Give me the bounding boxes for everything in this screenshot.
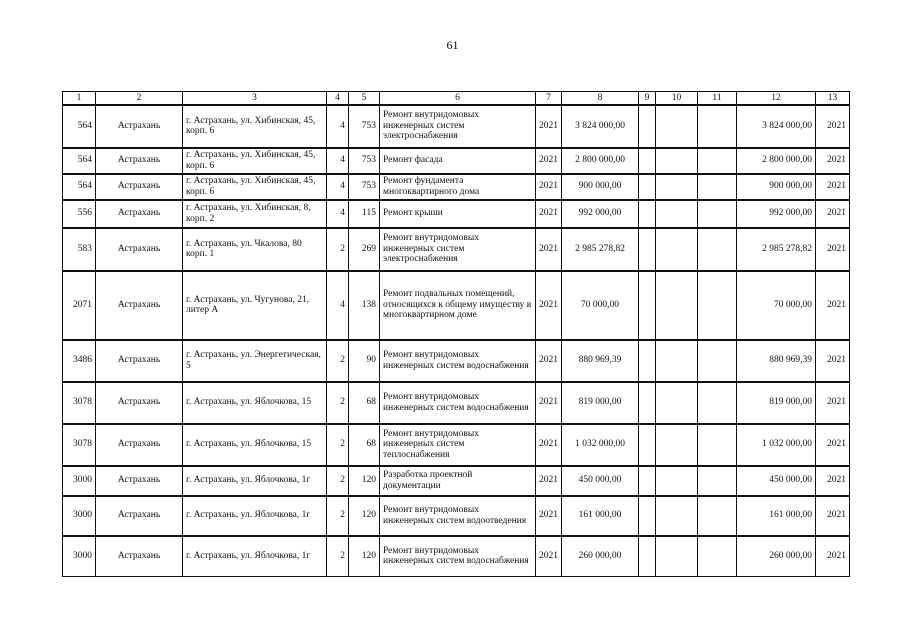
floors-cell: 2 [327, 424, 349, 466]
total-cell: 2 985 278,82 [737, 228, 816, 271]
year-cell: 2021 [536, 148, 562, 174]
city-cell: Астрахань [96, 340, 183, 382]
floors-cell: 4 [327, 200, 349, 228]
column-number: 4 [327, 92, 349, 105]
empty-cell [656, 228, 698, 271]
floors-cell: 4 [327, 271, 349, 340]
city-cell: Астрахань [96, 536, 183, 577]
empty-cell [656, 496, 698, 536]
table-row [63, 148, 850, 174]
year-cell: 2021 [816, 271, 850, 340]
floors-cell: 2 [327, 496, 349, 536]
column-number: 7 [536, 92, 562, 105]
empty-cell [656, 148, 698, 174]
total-cell: 3 824 000,00 [737, 105, 816, 148]
work-type-cell: Ремонт внутридомовых инженерных систем электроснабжения [380, 228, 536, 271]
column-number: 12 [737, 92, 816, 105]
table-row [63, 496, 850, 536]
floors-cell: 2 [327, 536, 349, 577]
year-cell: 2021 [536, 466, 562, 496]
floors-cell: 4 [327, 174, 349, 200]
floors-cell: 4 [327, 148, 349, 174]
empty-cell [698, 496, 737, 536]
work-type-cell: Ремонт внутридомовых инженерных систем водоснабжения [380, 340, 536, 382]
area-cell: 269 [349, 228, 380, 271]
work-type-cell: Ремонт внутридомовых инженерных систем электроснабжения [380, 105, 536, 148]
address-cell: г. Астрахань, ул. Хибинская, 45, корп. 6 [183, 148, 327, 174]
year-cell: 2021 [536, 174, 562, 200]
area-cell: 90 [349, 340, 380, 382]
empty-cell [639, 340, 656, 382]
work-type-cell: Ремонт крыши [380, 200, 536, 228]
address-cell: г. Астрахань, ул. Хибинская, 8, корп. 2 [183, 200, 327, 228]
cost-cell: 450 000,00 [562, 466, 639, 496]
house-number-cell: 583 [63, 228, 96, 271]
total-cell: 880 969,39 [737, 340, 816, 382]
year-cell: 2021 [536, 382, 562, 424]
cost-cell: 260 000,00 [562, 536, 639, 577]
area-cell: 68 [349, 424, 380, 466]
address-cell: г. Астрахань, ул. Яблочкова, 1г [183, 536, 327, 577]
total-cell: 2 800 000,00 [737, 148, 816, 174]
house-number-cell: 564 [63, 174, 96, 200]
house-number-cell: 556 [63, 200, 96, 228]
floors-cell: 2 [327, 228, 349, 271]
cost-cell: 900 000,00 [562, 174, 639, 200]
year-cell: 2021 [536, 340, 562, 382]
cost-cell: 2 985 278,82 [562, 228, 639, 271]
table-row [63, 228, 850, 271]
total-cell: 992 000,00 [737, 200, 816, 228]
house-number-cell: 3078 [63, 424, 96, 466]
empty-cell [656, 424, 698, 466]
area-cell: 753 [349, 148, 380, 174]
table-row [63, 174, 850, 200]
empty-cell [656, 174, 698, 200]
empty-cell [698, 382, 737, 424]
table-body [63, 105, 850, 577]
work-type-cell: Разработка проектной документации [380, 466, 536, 496]
cost-cell: 3 824 000,00 [562, 105, 639, 148]
area-cell: 138 [349, 271, 380, 340]
year-cell: 2021 [816, 148, 850, 174]
empty-cell [656, 200, 698, 228]
area-cell: 120 [349, 496, 380, 536]
year-cell: 2021 [816, 105, 850, 148]
table-row [63, 536, 850, 577]
house-number-cell: 564 [63, 105, 96, 148]
total-cell: 1 032 000,00 [737, 424, 816, 466]
city-cell: Астрахань [96, 496, 183, 536]
area-cell: 753 [349, 105, 380, 148]
table-row [63, 424, 850, 466]
empty-cell [639, 228, 656, 271]
city-cell: Астрахань [96, 382, 183, 424]
empty-cell [698, 424, 737, 466]
year-cell: 2021 [816, 424, 850, 466]
repair-plan-table [62, 91, 850, 577]
area-cell: 115 [349, 200, 380, 228]
page-number: 61 [446, 38, 459, 52]
work-type-cell: Ремонт фасада [380, 148, 536, 174]
column-number: 10 [656, 92, 698, 105]
work-type-cell: Ремонт внутридомовых инженерных систем водоснабжения [380, 382, 536, 424]
empty-cell [639, 148, 656, 174]
floors-cell: 2 [327, 382, 349, 424]
floors-cell: 4 [327, 105, 349, 148]
total-cell: 819 000,00 [737, 382, 816, 424]
empty-cell [698, 340, 737, 382]
empty-cell [698, 228, 737, 271]
table-row [63, 382, 850, 424]
house-number-cell: 2071 [63, 271, 96, 340]
city-cell: Астрахань [96, 174, 183, 200]
cost-cell: 1 032 000,00 [562, 424, 639, 466]
column-number: 1 [63, 92, 96, 105]
column-number-row [63, 92, 850, 105]
work-type-cell: Ремонт внутридомовых инженерных систем водоотведения [380, 496, 536, 536]
empty-cell [639, 536, 656, 577]
area-cell: 753 [349, 174, 380, 200]
column-number: 6 [380, 92, 536, 105]
cost-cell: 161 000,00 [562, 496, 639, 536]
city-cell: Астрахань [96, 271, 183, 340]
empty-cell [656, 466, 698, 496]
empty-cell [698, 105, 737, 148]
empty-cell [698, 148, 737, 174]
year-cell: 2021 [536, 228, 562, 271]
address-cell: г. Астрахань, ул. Яблочкова, 15 [183, 424, 327, 466]
year-cell: 2021 [816, 536, 850, 577]
address-cell: г. Астрахань, ул. Чкалова, 80 корп. 1 [183, 228, 327, 271]
empty-cell [656, 271, 698, 340]
empty-cell [639, 200, 656, 228]
empty-cell [639, 496, 656, 536]
year-cell: 2021 [536, 496, 562, 536]
empty-cell [698, 466, 737, 496]
city-cell: Астрахань [96, 200, 183, 228]
city-cell: Астрахань [96, 424, 183, 466]
column-number: 13 [816, 92, 850, 105]
empty-cell [639, 105, 656, 148]
empty-cell [656, 382, 698, 424]
year-cell: 2021 [816, 174, 850, 200]
year-cell: 2021 [816, 200, 850, 228]
floors-cell: 2 [327, 466, 349, 496]
city-cell: Астрахань [96, 228, 183, 271]
year-cell: 2021 [536, 424, 562, 466]
address-cell: г. Астрахань, ул. Хибинская, 45, корп. 6 [183, 105, 327, 148]
address-cell: г. Астрахань, ул. Чугунова, 21, литер А [183, 271, 327, 340]
city-cell: Астрахань [96, 105, 183, 148]
year-cell: 2021 [816, 340, 850, 382]
empty-cell [639, 174, 656, 200]
empty-cell [698, 200, 737, 228]
year-cell: 2021 [536, 271, 562, 340]
area-cell: 120 [349, 536, 380, 577]
empty-cell [639, 424, 656, 466]
house-number-cell: 564 [63, 148, 96, 174]
empty-cell [698, 271, 737, 340]
empty-cell [656, 340, 698, 382]
address-cell: г. Астрахань, ул. Хибинская, 45, корп. 6 [183, 174, 327, 200]
column-number: 2 [96, 92, 183, 105]
area-cell: 120 [349, 466, 380, 496]
total-cell: 70 000,00 [737, 271, 816, 340]
year-cell: 2021 [816, 496, 850, 536]
year-cell: 2021 [816, 466, 850, 496]
empty-cell [639, 382, 656, 424]
column-number: 5 [349, 92, 380, 105]
empty-cell [656, 105, 698, 148]
column-number: 9 [639, 92, 656, 105]
year-cell: 2021 [536, 200, 562, 228]
empty-cell [656, 536, 698, 577]
column-number: 8 [562, 92, 639, 105]
total-cell: 260 000,00 [737, 536, 816, 577]
cost-cell: 819 000,00 [562, 382, 639, 424]
house-number-cell: 3000 [63, 536, 96, 577]
cost-cell: 70 000,00 [562, 271, 639, 340]
table-row [63, 271, 850, 340]
work-type-cell: Ремонт внутридомовых инженерных систем водоснабжения [380, 536, 536, 577]
house-number-cell: 3000 [63, 466, 96, 496]
table-row [63, 466, 850, 496]
work-type-cell: Ремонт подвальных помещений, относящихся к общему имуществу в многоквартирном доме [380, 271, 536, 340]
cost-cell: 992 000,00 [562, 200, 639, 228]
cost-cell: 880 969,39 [562, 340, 639, 382]
year-cell: 2021 [536, 105, 562, 148]
house-number-cell: 3486 [63, 340, 96, 382]
city-cell: Астрахань [96, 466, 183, 496]
table-row [63, 200, 850, 228]
total-cell: 450 000,00 [737, 466, 816, 496]
cost-cell: 2 800 000,00 [562, 148, 639, 174]
column-number: 11 [698, 92, 737, 105]
city-cell: Астрахань [96, 148, 183, 174]
work-type-cell: Ремонт внутридомовых инженерных систем теплоснабжения [380, 424, 536, 466]
floors-cell: 2 [327, 340, 349, 382]
address-cell: г. Астрахань, ул. Яблочкова, 1г [183, 496, 327, 536]
table-row [63, 105, 850, 148]
address-cell: г. Астрахань, ул. Яблочкова, 15 [183, 382, 327, 424]
area-cell: 68 [349, 382, 380, 424]
empty-cell [698, 536, 737, 577]
house-number-cell: 3000 [63, 496, 96, 536]
house-number-cell: 3078 [63, 382, 96, 424]
address-cell: г. Астрахань, ул. Энергетическая, 5 [183, 340, 327, 382]
address-cell: г. Астрахань, ул. Яблочкова, 1г [183, 466, 327, 496]
year-cell: 2021 [816, 228, 850, 271]
empty-cell [639, 466, 656, 496]
empty-cell [698, 174, 737, 200]
table-row [63, 340, 850, 382]
empty-cell [639, 271, 656, 340]
total-cell: 900 000,00 [737, 174, 816, 200]
total-cell: 161 000,00 [737, 496, 816, 536]
work-type-cell: Ремонт фундамента многоквартирного дома [380, 174, 536, 200]
column-number: 3 [183, 92, 327, 105]
year-cell: 2021 [816, 382, 850, 424]
year-cell: 2021 [536, 536, 562, 577]
